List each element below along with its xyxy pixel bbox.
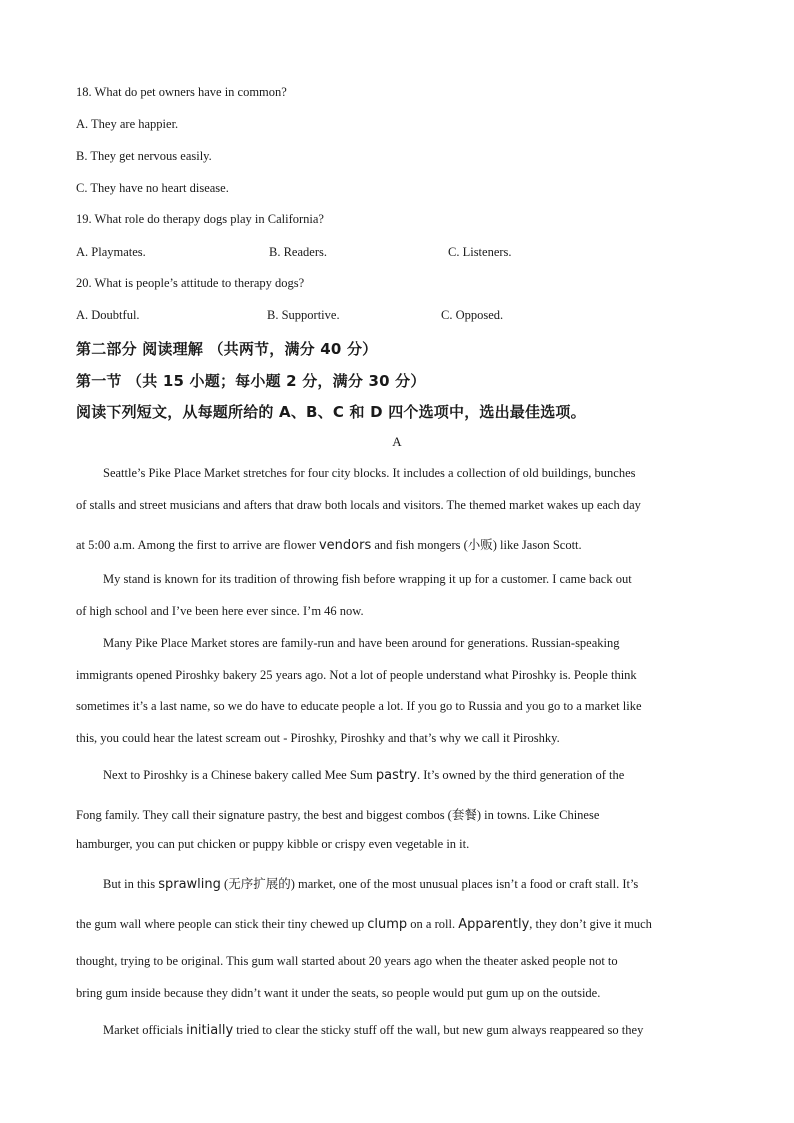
question-20-option-a: A. Doubtful. (76, 308, 140, 322)
passage-line: My stand is known for its tradition of throwing fish before wrapping it up for a customer. I came back out (103, 572, 632, 586)
passage-label: A (392, 434, 402, 449)
question-19-stem: 19. What role do therapy dogs play in California? (76, 212, 324, 226)
question-20-option-b: B. Supportive. (267, 308, 340, 322)
vocab-pastry: pastry (375, 768, 418, 783)
subsection-title: 第一节 （共 15 小题；每小题 2 分，满分 30 分） (76, 372, 426, 390)
passage-line: thought, trying to be original. This gum wall started about 20 years ago when the theater asked people not to (76, 954, 618, 968)
vocab-apparently: Apparently (458, 917, 530, 932)
passage-line: But in this sprawling (无序扩展的) market, one of the most unusual places isn’t a food or craft stall. It’s (103, 877, 639, 892)
question-19-option-c: C. Listeners. (448, 245, 512, 259)
passage-line: sometimes it’s a last name, so we do have to educate people a lot. If you go to Russia and you go to a market like (76, 699, 642, 713)
passage-line: Seattle’s Pike Place Market stretches for four city blocks. It includes a collection of old buildings, bunches (103, 466, 636, 480)
part-title: 第二部分 阅读理解 （共两节，满分 40 分） (76, 340, 378, 358)
question-20-stem: 20. What is people’s attitude to therapy dogs? (76, 276, 305, 290)
question-19-option-a: A. Playmates. (76, 245, 146, 259)
passage-line: Fong family. They call their signature pastry, the best and biggest combos (套餐) in towns. Like Chinese (76, 808, 600, 822)
passage-line: Next to Piroshky is a Chinese bakery called Mee Sum pastry. It’s owned by the third generation of the (103, 768, 625, 783)
reading-instruction: 阅读下列短文，从每题所给的 A、B、C 和 D 四个选项中，选出最佳选项。 (76, 403, 586, 421)
passage-line: immigrants opened Piroshky bakery 25 years ago. Not a lot of people understand what Piroshky is. People think (76, 668, 637, 682)
passage-line: of stalls and street musicians and afters that draw both locals and visitors. The themed market wakes up each day (76, 498, 641, 512)
question-18-option-b: B. They get nervous easily. (76, 149, 212, 163)
question-20-option-c: C. Opposed. (441, 308, 504, 322)
vocab-vendors: vendors (318, 538, 372, 553)
passage-line: at 5:00 a.m. Among the first to arrive are flower vendors and fish mongers (小贩) like Jason Scott. (76, 538, 582, 553)
passage-line: the gum wall where people can stick their tiny chewed up clump on a roll. Apparently, they don’t give it much (76, 917, 652, 932)
passage-line: hamburger, you can put chicken or puppy kibble or crispy even vegetable in it. (76, 837, 470, 851)
passage-line: of high school and I’ve been here ever since. I’m 46 now. (76, 604, 364, 618)
passage-line: bring gum inside because they didn’t want it under the seats, so people would put gum up on the outside. (76, 986, 601, 1000)
passage-line: Many Pike Place Market stores are family-run and have been around for generations. Russian-speaking (103, 636, 620, 650)
question-18-option-c: C. They have no heart disease. (76, 181, 229, 195)
question-19-option-b: B. Readers. (269, 245, 327, 259)
question-18-stem: 18. What do pet owners have in common? (76, 85, 287, 99)
question-18-option-a: A. They are happier. (76, 117, 179, 131)
vocab-sprawling: sprawling (158, 877, 221, 892)
vocab-initially: initially (186, 1023, 234, 1038)
vocab-clump: clump (367, 917, 408, 932)
passage-line: this, you could hear the latest scream out - Piroshky, Piroshky and that’s why we call it Piroshky. (76, 731, 560, 745)
passage-line: Market officials initially tried to clear the sticky stuff off the wall, but new gum always reappeared so they (103, 1023, 644, 1038)
